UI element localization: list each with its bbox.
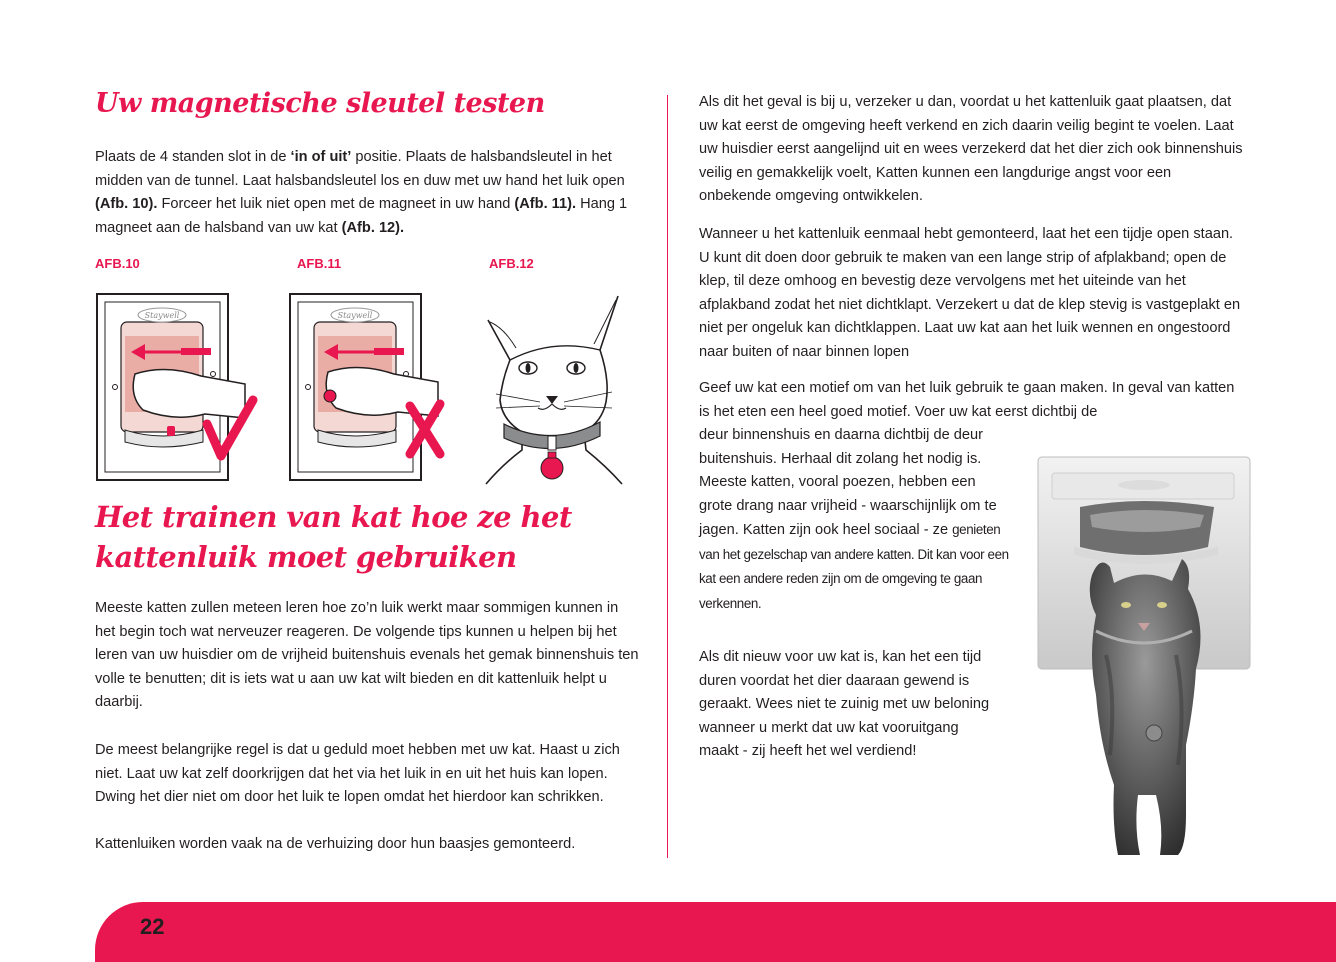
heading-training-cat: Het trainen van kat hoe ze het kattenluik moet gebruiken <box>95 500 572 574</box>
paragraph-reward: Als dit nieuw voor uw kat is, kan het een tijd duren voordat het dier daaraan gewend is geraakt. Wees niet te zuinig met uw beloning wanneer u merkt dat uw kat vooruitgang maakt - zij heeft het wel verdiend! <box>699 649 990 759</box>
bold-reference: (Afb. 11). <box>514 196 577 212</box>
column-divider <box>667 95 668 858</box>
footer-bar <box>95 902 1336 962</box>
paragraph-test-instructions <box>95 146 640 240</box>
paragraph-explore-surroundings: Als dit het geval is bij u, verzeker u dan, voordat u het kattenluik gaat plaatsen, dat uw kat eerst de omgeving heeft verkend en zich daarin veilig begint te voelen. Laat uw huisdier eerst aangelijnd uit en wees verzekerd dat het dier zich ook binnenshuis veilig en gemakkelijk voelt, Katten kunnen een langdurige angst voor een onbekende omgeving ontwikkelen. <box>699 94 1243 204</box>
text-run: Forceer het luik niet open met de magneet in uw hand <box>157 196 515 212</box>
page-number: 22 <box>140 914 165 939</box>
bold-reference: (Afb. 10). <box>95 196 158 212</box>
flap-brand-text: Staywell <box>337 311 373 320</box>
text-run: Plaats de 4 standen slot in de <box>95 149 291 165</box>
paragraph-flap-installed-after-move: Kattenluiken worden vaak na de verhuizing door hun baasjes gemonteerd. <box>95 836 576 852</box>
paragraph-feeding-near-door <box>699 424 1009 616</box>
bold-reference: (Afb. 12). <box>341 219 405 236</box>
figure-afb10-illustration <box>95 292 265 482</box>
paragraph-leave-flap-open: Wanneer u het kattenluik eenmaal hebt gemonteerd, laat het een tijdje open staan. U kunt dit doen door gebruik te maken van een lange strip of afplakband; open de klep, til deze omhoog en bevestig deze vervolgens met het uiteinde van het afplakband zodat het niet dichtklapt. Verzekert u dat de klep stevig is vastgeplakt en niet per ongeluk kan dichtklappen. Laat uw kat aan het luik wennen en ongestoord naar buiten of naar binnen lopen <box>699 226 1241 360</box>
feeding-text-main: deur binnenshuis en daarna dichtbij de deur buitenshuis. Herhaal dit zolang het nodig is. Meeste katten, vooral poezen, hebben een grote drang naar vrijheid - waarschijnlijk om te jagen. Katten zijn ook heel sociaal - ze <box>699 427 997 538</box>
figure-label-afb10: AFB.10 <box>95 256 140 271</box>
paragraph-training-intro: Meeste katten zullen meteen leren hoe zo’n luik werkt maar sommigen kunnen in het begin toch wat nerveuzer reageren. De volgende tips kunnen u helpen bij het leren van uw huisdier om de vrijheid buitenshuis evenals het gemak binnenshuis ten volle te benutten; dit is iets wat u aan uw kat wilt bieden en dit kattenluik helpt u daarbij. <box>95 600 639 710</box>
figure-afb12-cat-illustration <box>482 290 627 486</box>
photo-cat-through-flap <box>1036 455 1251 858</box>
paragraph-patience-rule: De meest belangrijke regel is dat u geduld moet hebben met uw kat. Haast u zich niet. Laat uw kat zelf doorkrijgen dat het via het luik in en uit het huis kan lopen. Dwing het dier niet om door het luik te lopen omdat het hierdoor kan schrikken. <box>95 742 620 805</box>
feeding-text-condensed: genieten van het gezelschap van andere katten. Dit kan voor een kat een andere reden zijn om de omgeving te gaan verkennen. <box>699 522 1009 611</box>
flap-brand-text: Staywell <box>144 311 180 320</box>
figure-label-afb12: AFB.12 <box>489 256 534 271</box>
text-run: Hang 1 magneet aan de halsband van uw kat <box>95 196 628 236</box>
heading-test-magnetic-key: Uw magnetische sleutel testen <box>95 88 545 119</box>
figure-afb11-illustration <box>288 292 458 482</box>
figure-label-afb11: AFB.11 <box>297 256 342 271</box>
paragraph-motive-food: Geef uw kat een motief om van het luik gebruik te gaan maken. In geval van katten is het eten een heel goed motief. Voer uw kat eerst dichtbij de <box>699 380 1235 420</box>
text-run: positie. Plaats de halsbandsleutel in het midden van de tunnel. Laat halsbandsleutel los en duw met uw hand het luik open <box>95 149 625 189</box>
bold-reference: ‘in of uit’ <box>290 149 352 165</box>
